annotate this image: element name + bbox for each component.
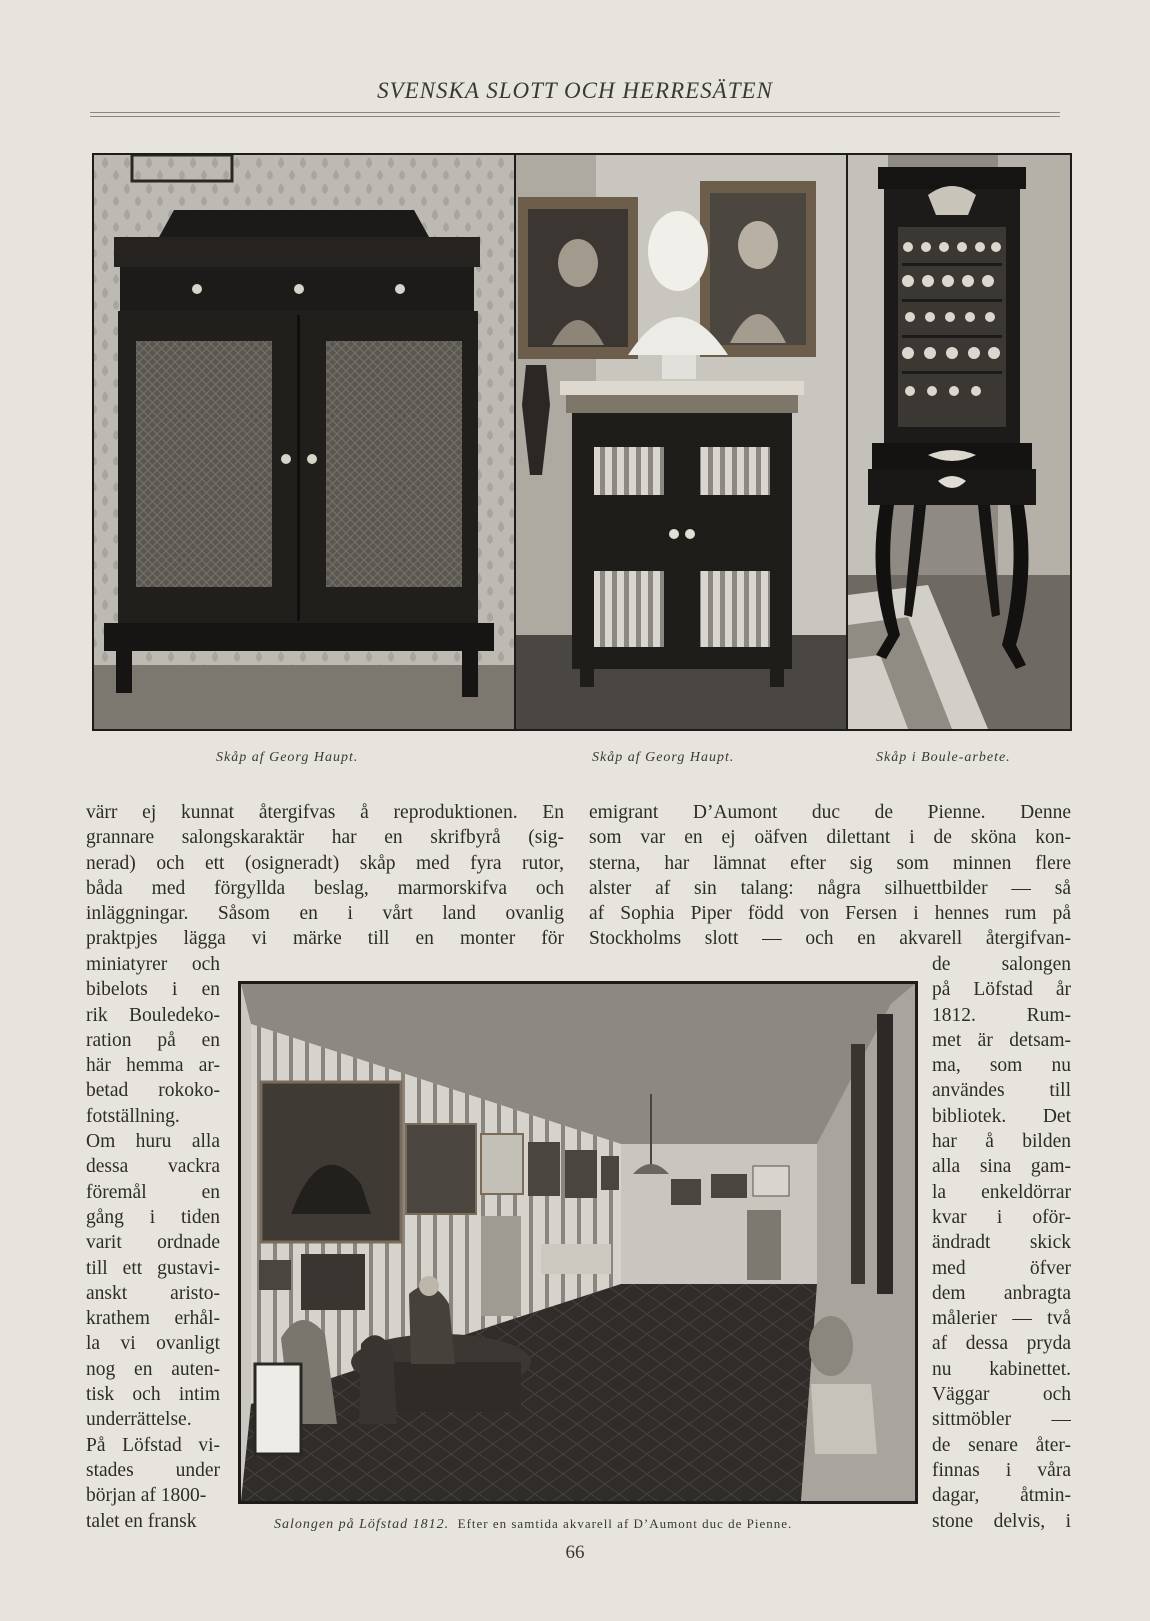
- text-line: finnas i våra: [932, 1459, 1071, 1481]
- right-column-narrow: [932, 952, 1071, 1534]
- text-line: dagar, åtmin-: [932, 1485, 1071, 1507]
- text-line: målerier — två: [932, 1308, 1071, 1330]
- text-line: värr ej kunnat återgifvas å reproduktionen. En: [86, 802, 564, 823]
- text-line: emigrant D’Aumont duc de Pienne. Denne: [589, 802, 1071, 823]
- caption-photo-1: Skåp af Georg Haupt.: [216, 750, 359, 765]
- caption-photo-3: Skåp i Boule-arbete.: [876, 750, 1011, 765]
- text-line: 1812. Rum-: [932, 1004, 1071, 1026]
- text-line: kvar i oför-: [932, 1206, 1071, 1228]
- text-line: nog en auten-: [86, 1358, 220, 1380]
- text-line: Väggar och: [932, 1384, 1071, 1406]
- text-line: af Sophia Piper född von Fersen i hennes rum på: [589, 903, 1071, 925]
- text-line: miniatyrer och: [86, 954, 220, 975]
- photo-cabinet-haupt-plain: [92, 153, 518, 731]
- painting-caption-credit: Efter en samtida akvarell af D’Aumont duc de Pienne.: [457, 1516, 793, 1531]
- text-line: underrättelse.: [86, 1409, 192, 1431]
- text-line: stades under: [86, 1459, 220, 1481]
- text-line: met är detsam-: [932, 1029, 1071, 1051]
- page-number: 66: [565, 1542, 585, 1563]
- painting-salon-lofstad: [238, 981, 918, 1504]
- header-rule-lower: [90, 116, 1060, 117]
- text-line: praktpjes lägga vi märke till en monter för: [86, 928, 564, 950]
- text-line: grannare salongskaraktär har en skrifbyrå (sig-: [86, 827, 564, 849]
- text-line: dessa vackra: [86, 1156, 220, 1178]
- text-line: de senare åter-: [932, 1434, 1071, 1456]
- text-line: anskt aristo-: [86, 1282, 220, 1304]
- text-line: rik Bouledeko-: [86, 1004, 220, 1026]
- text-line: Stockholms slott — och en akvarell återgifvan-: [589, 928, 1071, 950]
- painting-caption: [274, 1516, 792, 1533]
- photo-cabinet-haupt-bust: [514, 153, 849, 731]
- running-head: SVENSKA SLOTT OCH HERRESÄTEN: [377, 78, 773, 103]
- left-column-top: [86, 800, 564, 952]
- text-line: föremål en: [86, 1181, 220, 1203]
- left-column-narrow: [86, 952, 220, 1534]
- text-line: fotställning.: [86, 1105, 180, 1127]
- text-line: bibelots i en: [86, 979, 220, 1001]
- text-line: båda med förgyllda beslag, marmorskifva och: [86, 877, 564, 899]
- text-line: la vi ovanligt: [86, 1333, 220, 1355]
- text-line: talet en fransk: [86, 1510, 197, 1532]
- text-line: alster af sin talang: några silhuettbilder — så: [589, 877, 1071, 899]
- painting-caption-title: Salongen på Löfstad 1812.: [274, 1517, 450, 1532]
- text-line: dem anbragta: [932, 1282, 1071, 1304]
- text-line: varit ordnade: [86, 1232, 220, 1254]
- text-line: inläggningar. Såsom en i vårt land ovanlig: [86, 903, 564, 925]
- text-line: användes till: [932, 1080, 1071, 1102]
- text-line: Om huru alla: [86, 1131, 220, 1153]
- text-line: början af 1800-: [86, 1485, 207, 1507]
- text-line: här hemma ar-: [86, 1055, 220, 1077]
- text-line: gång i tiden: [86, 1206, 220, 1228]
- text-line: sterna, har lämnat efter sig som minnen flere: [589, 852, 1071, 874]
- text-line: alla sina gam-: [932, 1156, 1071, 1178]
- text-line: krathem erhål-: [86, 1308, 220, 1330]
- text-line: ma, som nu: [932, 1055, 1071, 1077]
- text-line: på Löfstad år: [932, 979, 1071, 1001]
- header-rule-upper: [90, 112, 1060, 113]
- text-line: tisk och intim: [86, 1384, 220, 1406]
- text-line: stone delvis, i: [932, 1510, 1071, 1532]
- photo-cabinet-boule: [846, 153, 1072, 731]
- text-line: af dessa pryda: [932, 1333, 1071, 1355]
- text-line: som var en ej oäfven dilettant i de sköna kon-: [589, 827, 1071, 849]
- caption-photo-2: Skåp af Georg Haupt.: [592, 750, 735, 765]
- text-line: betad rokoko-: [86, 1080, 220, 1102]
- text-line: ration på en: [86, 1029, 220, 1051]
- text-line: till ett gustavi-: [86, 1257, 220, 1279]
- text-line: de salongen: [932, 954, 1071, 975]
- text-line: nerad) och ett (osigneradt) skåp med fyra rutor,: [86, 852, 564, 874]
- text-line: ändradt skick: [932, 1232, 1071, 1254]
- right-column-top: [589, 800, 1071, 952]
- text-line: sittmöbler —: [932, 1409, 1071, 1431]
- text-line: har å bilden: [932, 1131, 1071, 1153]
- text-line: bibliotek. Det: [932, 1105, 1071, 1127]
- text-line: På Löfstad vi-: [86, 1434, 220, 1456]
- text-line: med öfver: [932, 1257, 1071, 1279]
- text-line: nu kabinettet.: [932, 1358, 1071, 1380]
- text-line: la enkeldörrar: [932, 1181, 1071, 1203]
